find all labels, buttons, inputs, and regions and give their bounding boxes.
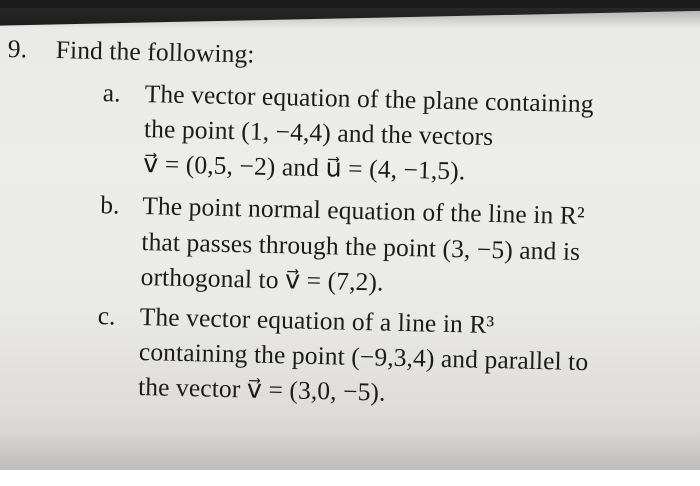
part-b-line-2: that passes through the point (3, −5) and is bbox=[141, 227, 581, 266]
part-c-line-3: the vector v⃗ = (3,0, −5). bbox=[137, 372, 386, 407]
part-c-line-1: The vector equation of a line in R³ bbox=[139, 302, 495, 340]
part-a-label: a. bbox=[102, 78, 121, 108]
part-a-line-1: The vector equation of the plane containing bbox=[144, 79, 595, 119]
part-b-line-1: The point normal equation of the line in R² bbox=[141, 191, 586, 231]
part-c-line-2: containing the point (−9,3,4) and parallel to bbox=[138, 337, 589, 377]
part-a-line-2: the point (1, −4,4) and the vectors bbox=[143, 114, 494, 151]
question-prompt: Find the following: bbox=[55, 35, 255, 69]
part-c-label: c. bbox=[97, 301, 116, 331]
part-a-line-3: v⃗ = (0,5, −2) and u⃗ = (4, −1,5). bbox=[142, 149, 466, 186]
question-number: 9. bbox=[7, 33, 28, 64]
part-b-line-3: orthogonal to v⃗ = (7,2). bbox=[140, 262, 384, 297]
part-b-label: b. bbox=[99, 190, 120, 220]
